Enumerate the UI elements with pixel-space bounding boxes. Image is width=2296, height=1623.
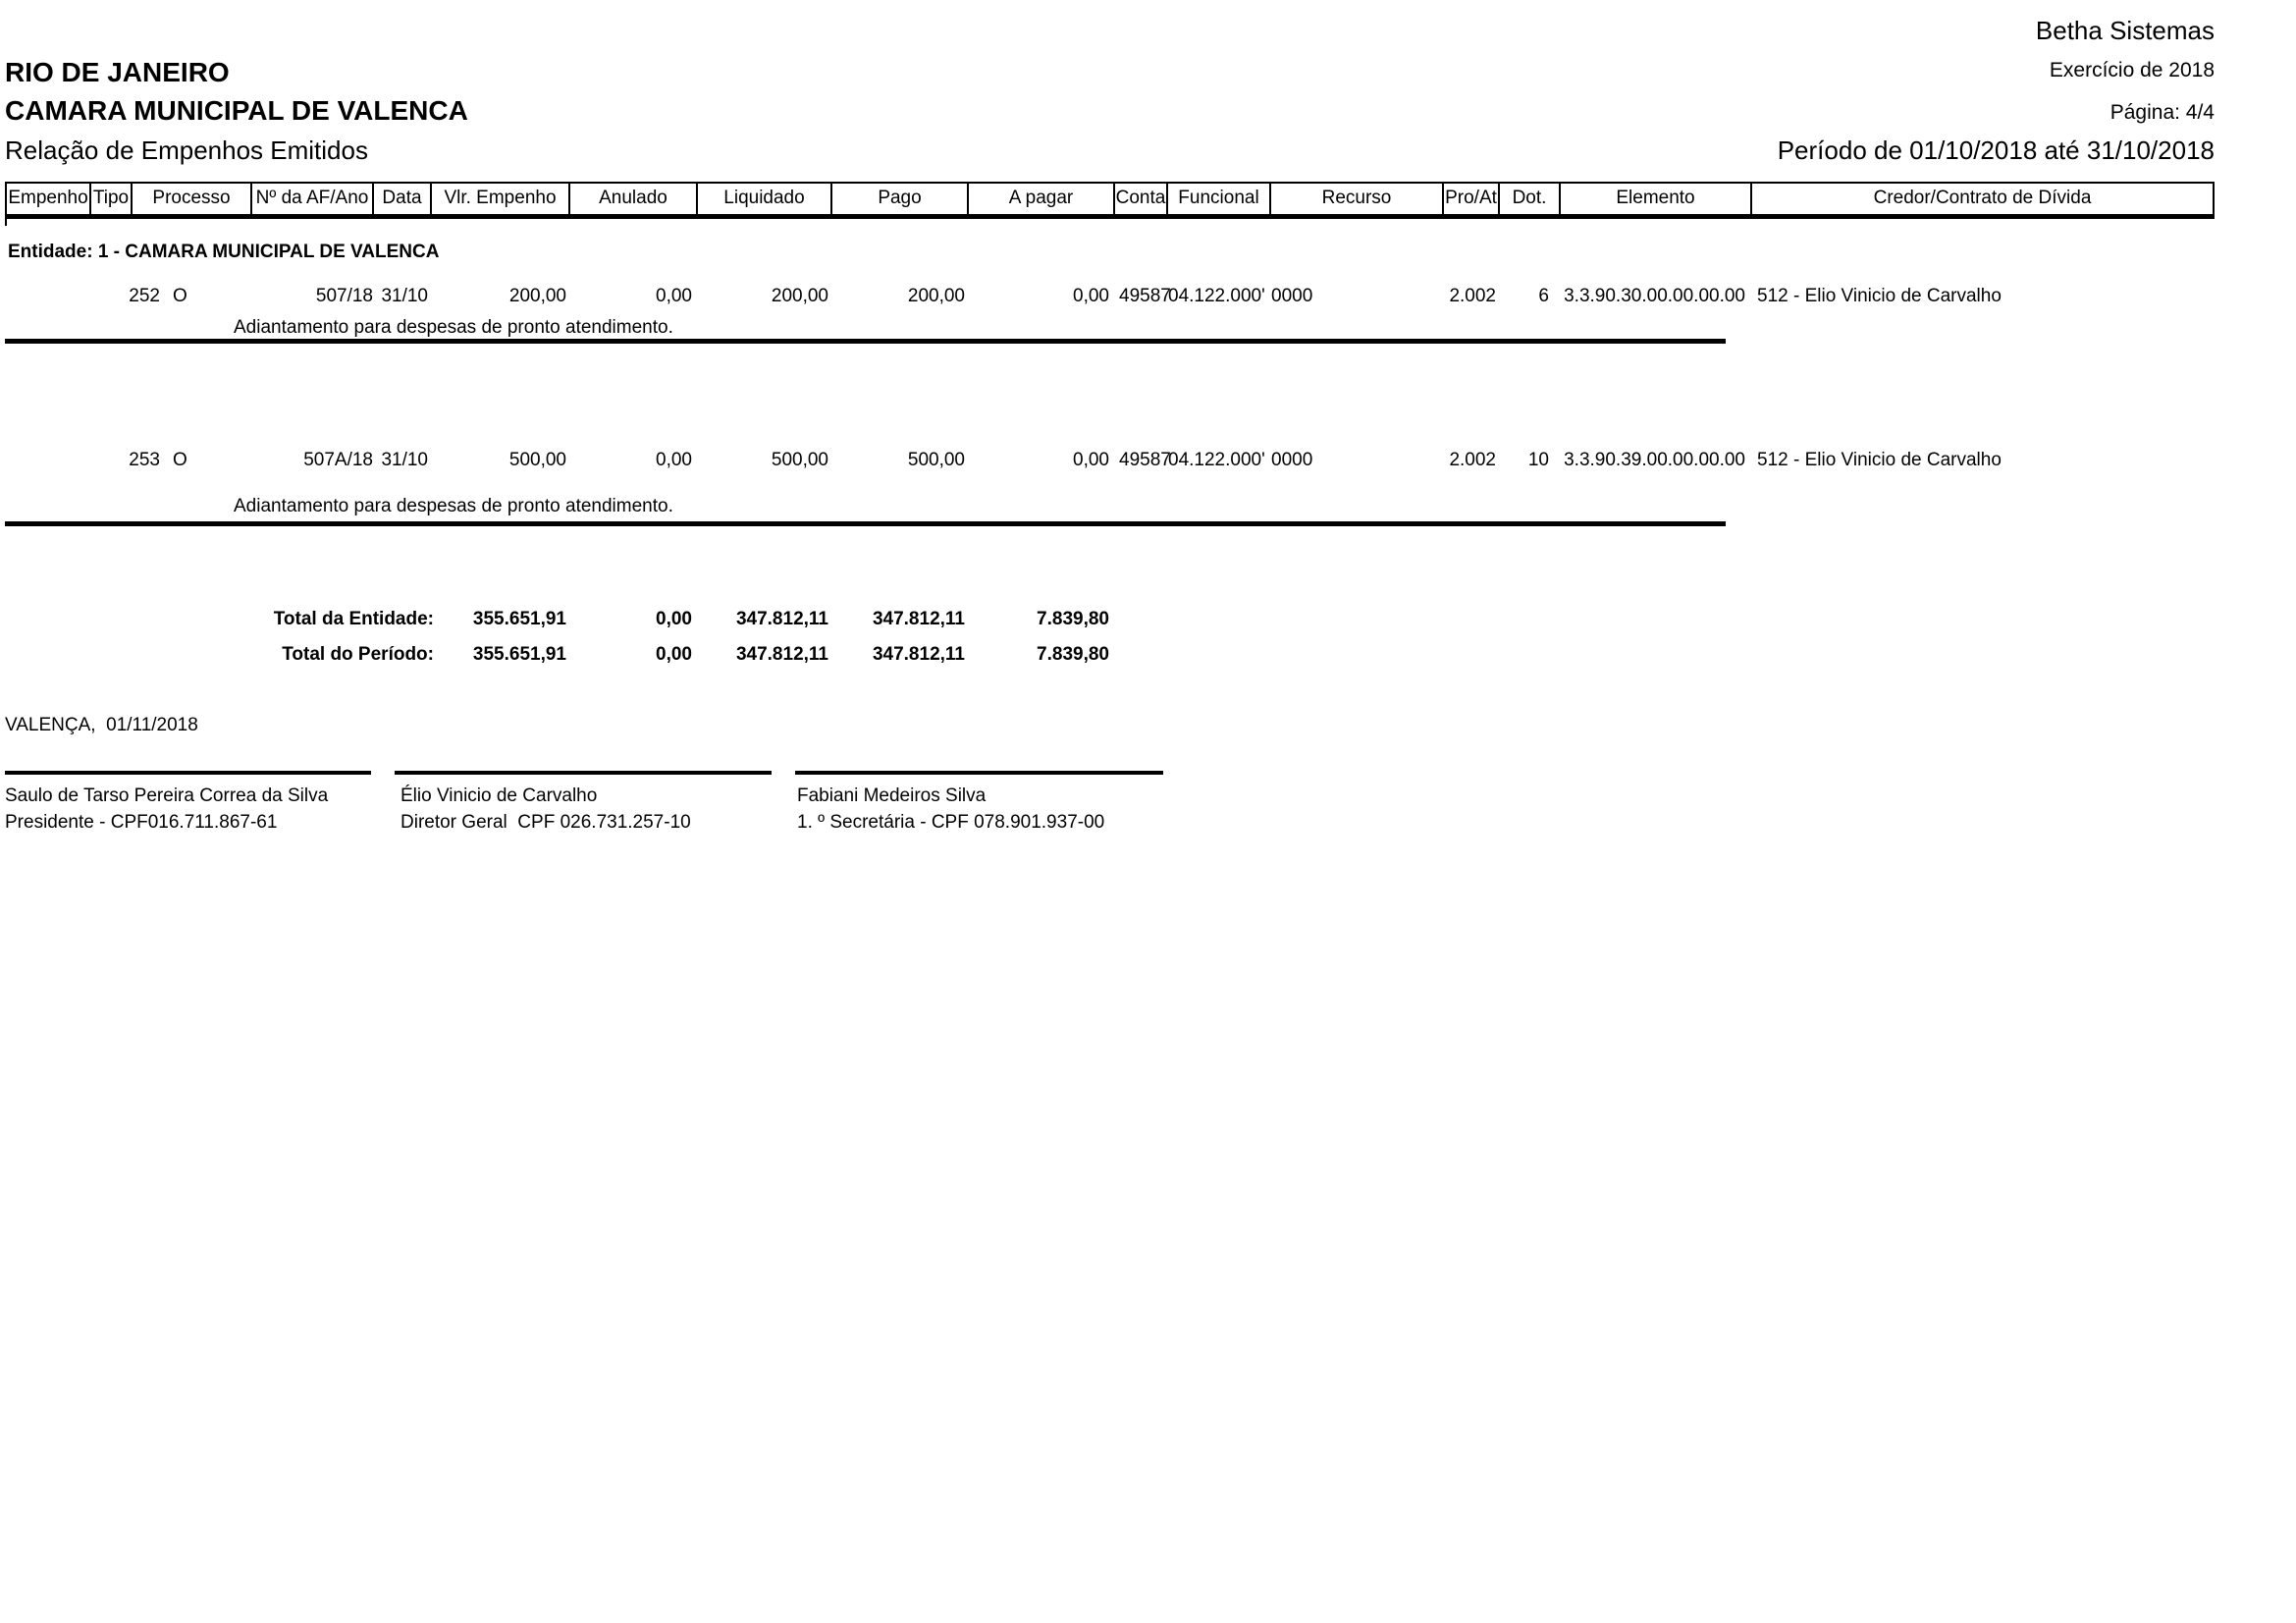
report-period: Período de 01/10/2018 até 31/10/2018 <box>1777 135 2215 165</box>
column-header-recurso: Recurso <box>1271 184 1444 214</box>
column-header-funcional: Funcional <box>1168 184 1271 214</box>
total-a-pagar: 7.839,80 <box>1037 644 1109 665</box>
total-vlr-empenho: 355.651,91 <box>472 609 566 629</box>
row-description: Adiantamento para despesas de pronto atendimento. <box>234 496 673 516</box>
place-and-date: VALENÇA, 01/11/2018 <box>5 715 198 735</box>
cell-processo: 507/18 <box>315 286 373 306</box>
column-header-tipo: Tipo <box>91 184 133 214</box>
cell-pago: 500,00 <box>907 450 965 470</box>
total-period-label: Total do Período: <box>282 644 434 665</box>
total-a-pagar: 7.839,80 <box>1037 609 1109 629</box>
signatory-name: Élio Vinicio de Carvalho <box>400 785 598 806</box>
cell-pro-at: 2.002 <box>1449 450 1496 470</box>
column-header-dot: Dot. <box>1500 184 1561 214</box>
cell-pago: 200,00 <box>907 286 965 306</box>
total-period-row <box>0 644 2296 668</box>
column-header-empenho: Empenho <box>7 184 91 214</box>
total-entity-row <box>0 609 2296 632</box>
column-header-vlr-empenho: Vlr. Empenho <box>432 184 570 214</box>
cell-recurso: 0000 <box>1271 450 1313 470</box>
cell-data: 31/10 <box>381 286 428 306</box>
signatory-name: Fabiani Medeiros Silva <box>797 785 987 806</box>
column-header-credor: Credor/Contrato de Dívida <box>1752 184 2215 214</box>
cell-anulado: 0,00 <box>656 450 692 470</box>
cell-elemento: 3.3.90.39.00.00.00.00 <box>1564 450 1745 470</box>
cell-a-pagar: 0,00 <box>1073 450 1109 470</box>
cell-pro-at: 2.002 <box>1449 286 1496 306</box>
organization-name: CAMARA MUNICIPAL DE VALENCA <box>5 95 468 126</box>
cell-liquidado: 500,00 <box>771 450 828 470</box>
cell-tipo: O <box>173 286 187 306</box>
row-separator-line <box>5 521 1726 526</box>
cell-liquidado: 200,00 <box>771 286 828 306</box>
total-anulado: 0,00 <box>656 644 692 665</box>
row-description: Adiantamento para despesas de pronto atendimento. <box>234 317 673 338</box>
table-header <box>5 182 2215 219</box>
row-separator-line <box>5 339 1726 344</box>
cell-funcional: 04.122.000' <box>1168 286 1265 306</box>
table-row <box>0 286 2296 309</box>
cell-anulado: 0,00 <box>656 286 692 306</box>
column-header-a-pagar: A pagar <box>969 184 1115 214</box>
signature-line <box>795 771 1163 775</box>
report-title: Relação de Empenhos Emitidos <box>5 135 368 165</box>
total-pago: 347.812,11 <box>872 609 965 629</box>
column-header-pago: Pago <box>832 184 969 214</box>
table-row <box>0 450 2296 473</box>
cell-vlr-empenho: 200,00 <box>508 286 566 306</box>
total-pago: 347.812,11 <box>872 644 965 665</box>
signatory-role: Presidente - CPF016.711.867-61 <box>5 812 278 833</box>
cell-a-pagar: 0,00 <box>1073 286 1109 306</box>
column-header-elemento: Elemento <box>1561 184 1752 214</box>
cell-vlr-empenho: 500,00 <box>508 450 566 470</box>
total-liquidado: 347.812,11 <box>735 644 828 665</box>
column-header-conta: Conta <box>1115 184 1168 214</box>
signatory-role: Diretor Geral CPF 026.731.257-10 <box>400 812 691 833</box>
column-header-processo: Processo <box>133 184 252 214</box>
column-header-pro-at: Pro/At <box>1444 184 1500 214</box>
cell-recurso: 0000 <box>1271 286 1313 306</box>
column-header-af-ano: Nº da AF/Ano <box>252 184 374 214</box>
cell-elemento: 3.3.90.30.00.00.00.00 <box>1564 286 1745 306</box>
cell-credor: 512 - Elio Vinicio de Carvalho <box>1757 286 2002 306</box>
signatory-role: 1. º Secretária - CPF 078.901.937-00 <box>797 812 1105 833</box>
entity-heading: Entidade: 1 - CAMARA MUNICIPAL DE VALENCA <box>8 242 440 262</box>
cell-conta: 49587 <box>1119 286 1171 306</box>
state-name: RIO DE JANEIRO <box>5 57 230 87</box>
total-vlr-empenho: 355.651,91 <box>472 644 566 665</box>
cell-dot: 6 <box>1538 286 1549 306</box>
column-header-anulado: Anulado <box>570 184 698 214</box>
cell-dot: 10 <box>1527 450 1549 470</box>
cell-tipo: O <box>173 450 187 470</box>
cell-funcional: 04.122.000' <box>1168 450 1265 470</box>
total-liquidado: 347.812,11 <box>735 609 828 629</box>
page-number: Página: 4/4 <box>2109 101 2215 124</box>
signature-line <box>5 771 371 775</box>
exercise-year: Exercício de 2018 <box>2049 59 2215 81</box>
cell-empenho: 253 <box>129 450 160 470</box>
signatory-name: Saulo de Tarso Pereira Correa da Silva <box>5 785 329 806</box>
total-anulado: 0,00 <box>656 609 692 629</box>
cell-conta: 49587 <box>1119 450 1171 470</box>
cell-processo: 507A/18 <box>303 450 373 470</box>
signature-line <box>395 771 772 775</box>
cell-credor: 512 - Elio Vinicio de Carvalho <box>1757 450 2002 470</box>
column-header-data: Data <box>374 184 432 214</box>
cell-data: 31/10 <box>381 450 428 470</box>
vendor-name: Betha Sistemas <box>2035 16 2215 45</box>
cell-empenho: 252 <box>129 286 160 306</box>
column-header-liquidado: Liquidado <box>698 184 832 214</box>
total-entity-label: Total da Entidade: <box>273 609 434 629</box>
